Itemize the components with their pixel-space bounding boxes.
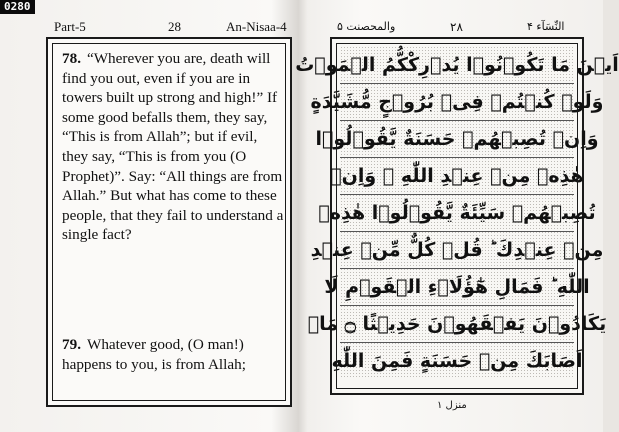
arabic-line: مِنۡ عِنۡدِكَ ؕ قُلۡ كُلٌّ مِّنۡ عِنۡدِ xyxy=(340,231,574,269)
right-header-surah: النِّسَآء ۴ xyxy=(527,20,565,33)
arabic-text-panel xyxy=(295,37,619,395)
verse-78-text: “Wherever you are, death will find you out, even if you are in towers built up strong and high!” If some good befalls them, they say, “This is from Allah”; but if evil, they say, “This is from you (O Prophet)”. Say: “All things are from Allah.” But what has come to these people, that they fail to understand a single fact? xyxy=(62,50,284,244)
arabic-line: تُصِبۡهُمۡ سَيِّئَةٌ يَّقُوۡلُوۡا هٰذِهٖ xyxy=(340,194,574,232)
left-header-part: Part-5 xyxy=(54,19,86,34)
verse-79-text: Whatever good, (O man!) happens to you, is from Allah; xyxy=(62,336,246,373)
manzil-footer-mark: منزل ۱ xyxy=(437,400,467,411)
arabic-line: اللّٰهِ ؕ فَمَالِ هٰٓؤُلَاۤءِ الۡقَوۡمِ لَا xyxy=(340,268,574,306)
verse-78 xyxy=(62,49,284,245)
page-id-label: 0280 xyxy=(0,0,35,14)
arabic-line: اَصَابَكَ مِنۡ حَسَنَةٍ فَمِنَ اللّٰهِ xyxy=(340,342,574,379)
verse-79-number: 79. xyxy=(62,336,81,353)
arabic-line: وَلَوۡ كُنۡتُمۡ فِىۡ بُرُوۡجٍ مُّشَيَّدَةٍ xyxy=(340,83,574,121)
arabic-line: اَيۡنَ مَا تَكُوۡنُوۡا يُدۡرِكْكُّمُ الۡمَوۡتُ xyxy=(340,46,574,84)
verse-78-number: 78. xyxy=(62,50,81,67)
left-header-surah: An-Nisaa-4 xyxy=(226,19,287,34)
translation-panel xyxy=(46,37,292,407)
right-header-page-number: ۲۸ xyxy=(450,20,463,34)
arabic-line: هٰذِهٖ مِنۡ عِنۡدِ اللّٰهِ ۚ وَاِنۡ xyxy=(340,157,574,195)
left-header-page-number: 28 xyxy=(168,19,181,34)
right-header-part: والمحصنت ۵ xyxy=(337,20,396,33)
arabic-line: وَاِنۡ تُصِبۡهُمۡ حَسَنَةٌ يَّقُوۡلُوۡا xyxy=(340,120,574,158)
arabic-line: يَكَادُوۡنَ يَفۡقَهُوۡنَ حَدِيۡثًا ۝ مَاۤ xyxy=(340,305,574,343)
verse-79 xyxy=(62,335,284,374)
